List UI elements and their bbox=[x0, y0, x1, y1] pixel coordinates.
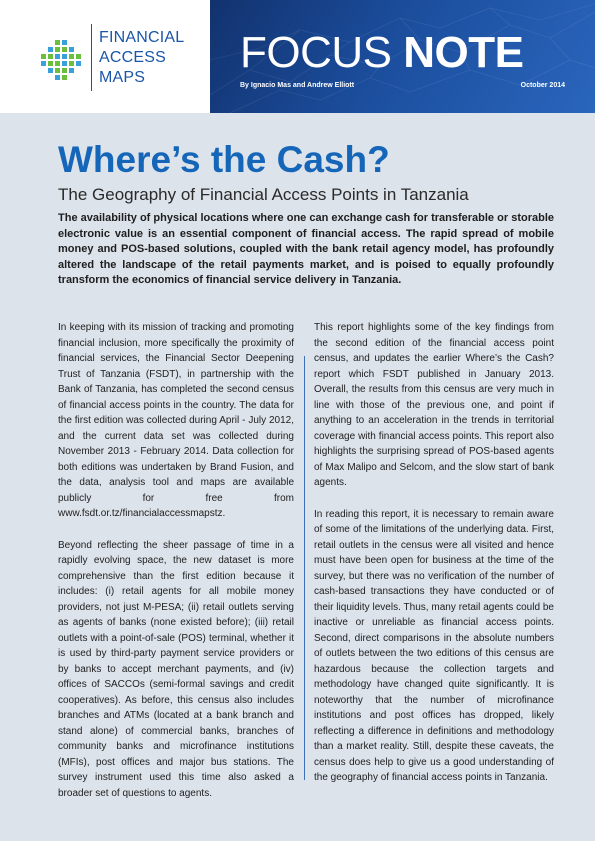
financial-access-maps-logo-icon bbox=[40, 40, 82, 82]
banner-title-focus: FOCUS bbox=[240, 28, 392, 77]
body-paragraph: In keeping with its mission of tracking and promoting financial inclusion, more specifically the proximity of financial services, the Financial Sector Deepening Trust of Tanzania (FSDT), in partnership with the Bank of Tanzania, has completed the second census of financial access points in the country. The data for the first edition was collected during April - July 2012, and the current data set was collected during November 2013 - February 2014. Data collection for both editions was undertaken by Brand Fusion, and the data, analysis tool and maps are available publicly for free from www.fsdt.or.tz/financialaccessmapstz. bbox=[58, 322, 294, 519]
logo-line-1: FINANCIAL bbox=[99, 29, 185, 46]
body-paragraph: Beyond reflecting the sheer passage of time in a rapidly evolving space, the new dataset is more comprehensive than the first edition because it includes: (i) retail agents for all mobile money providers, not just M-PESA; (ii) retail outlets serving as agents of banks (none existed before); (iii) retail outlets with a point-of-sale (POS) terminal, whether it is used by third-party payment service providers or by banks to accept merchant payments, and (iv) offices of SACCOs (semi-formal savings and credit cooperatives). As before, this census also includes branches and ATMs (located at a bank branch and stand alone) of commercial banks, branches of community banks and microfinance institutions (MFIs), post offices and major bus stations. The survey instrument used this time also asked a broader set of questions to agents. bbox=[58, 539, 294, 799]
body-paragraph: In reading this report, it is necessary to remain aware of some of the limitations of the underlying data. First, retail outlets in the census were all visited and hence must have been open for business at the time of the survey, but there was no verification of the number of cash-based transactions they have conducted or of their liquidity levels. Thus, many retail agents could be inactive or unreliable as financial access points. Second, direct comparisons in the absolute numbers of outlets between the two editions of this census are hazardous because the collection targets and methodology have changed quite significantly. It is noteworthy that the number of microfinance institutions and post offices has dropped, likely reflecting a difference in definitions and methodology than a market reality. Still, despite these caveats, the census does help to give us a good understanding of the geography of financial access points in Tanzania. bbox=[314, 508, 554, 783]
page-title: Where’s the Cash? bbox=[58, 139, 390, 180]
logo-line-2: ACCESS bbox=[99, 49, 166, 66]
banner-title bbox=[240, 28, 523, 78]
logo-divider bbox=[91, 24, 92, 91]
logo-wordmark bbox=[99, 28, 184, 88]
page-header bbox=[0, 0, 595, 113]
right-column bbox=[314, 320, 554, 802]
logo-line-3: MAPS bbox=[99, 69, 146, 86]
column-divider bbox=[304, 356, 305, 780]
focus-note-banner bbox=[210, 0, 595, 113]
logo-block bbox=[0, 0, 210, 113]
authors-byline: By Ignacio Mas and Andrew Elliott bbox=[240, 82, 355, 89]
left-column bbox=[58, 320, 294, 817]
lead-paragraph: The availability of physical locations where one can exchange cash for transferable or storable electronic value is an essential component of financial access. The rapid spread of mobile money and POS-based solutions, coupled with the bank retail agency model, has profoundly altered the landscape of the retail payments market, and is poised to equally profoundly transform the economics of financial service delivery in Tanzania. bbox=[58, 212, 554, 287]
page-subtitle: The Geography of Financial Access Points in Tanzania bbox=[58, 185, 469, 204]
body-paragraph: This report highlights some of the key findings from the second edition of the financial access point census, and updates the earlier Where’s the Cash? report which FSDT published in January 2013. Overall, the results from this census are very much in line with those of the previous one, and point if anything to an acceleration in the trends in territorial coverage with financial access points. This report also highlights the surprising spread of POS-based agents of Max Malipo and Selcom, and the slow start of bank agents. bbox=[314, 322, 554, 488]
banner-title-note: NOTE bbox=[403, 28, 524, 77]
publication-date: October 2014 bbox=[520, 82, 565, 89]
